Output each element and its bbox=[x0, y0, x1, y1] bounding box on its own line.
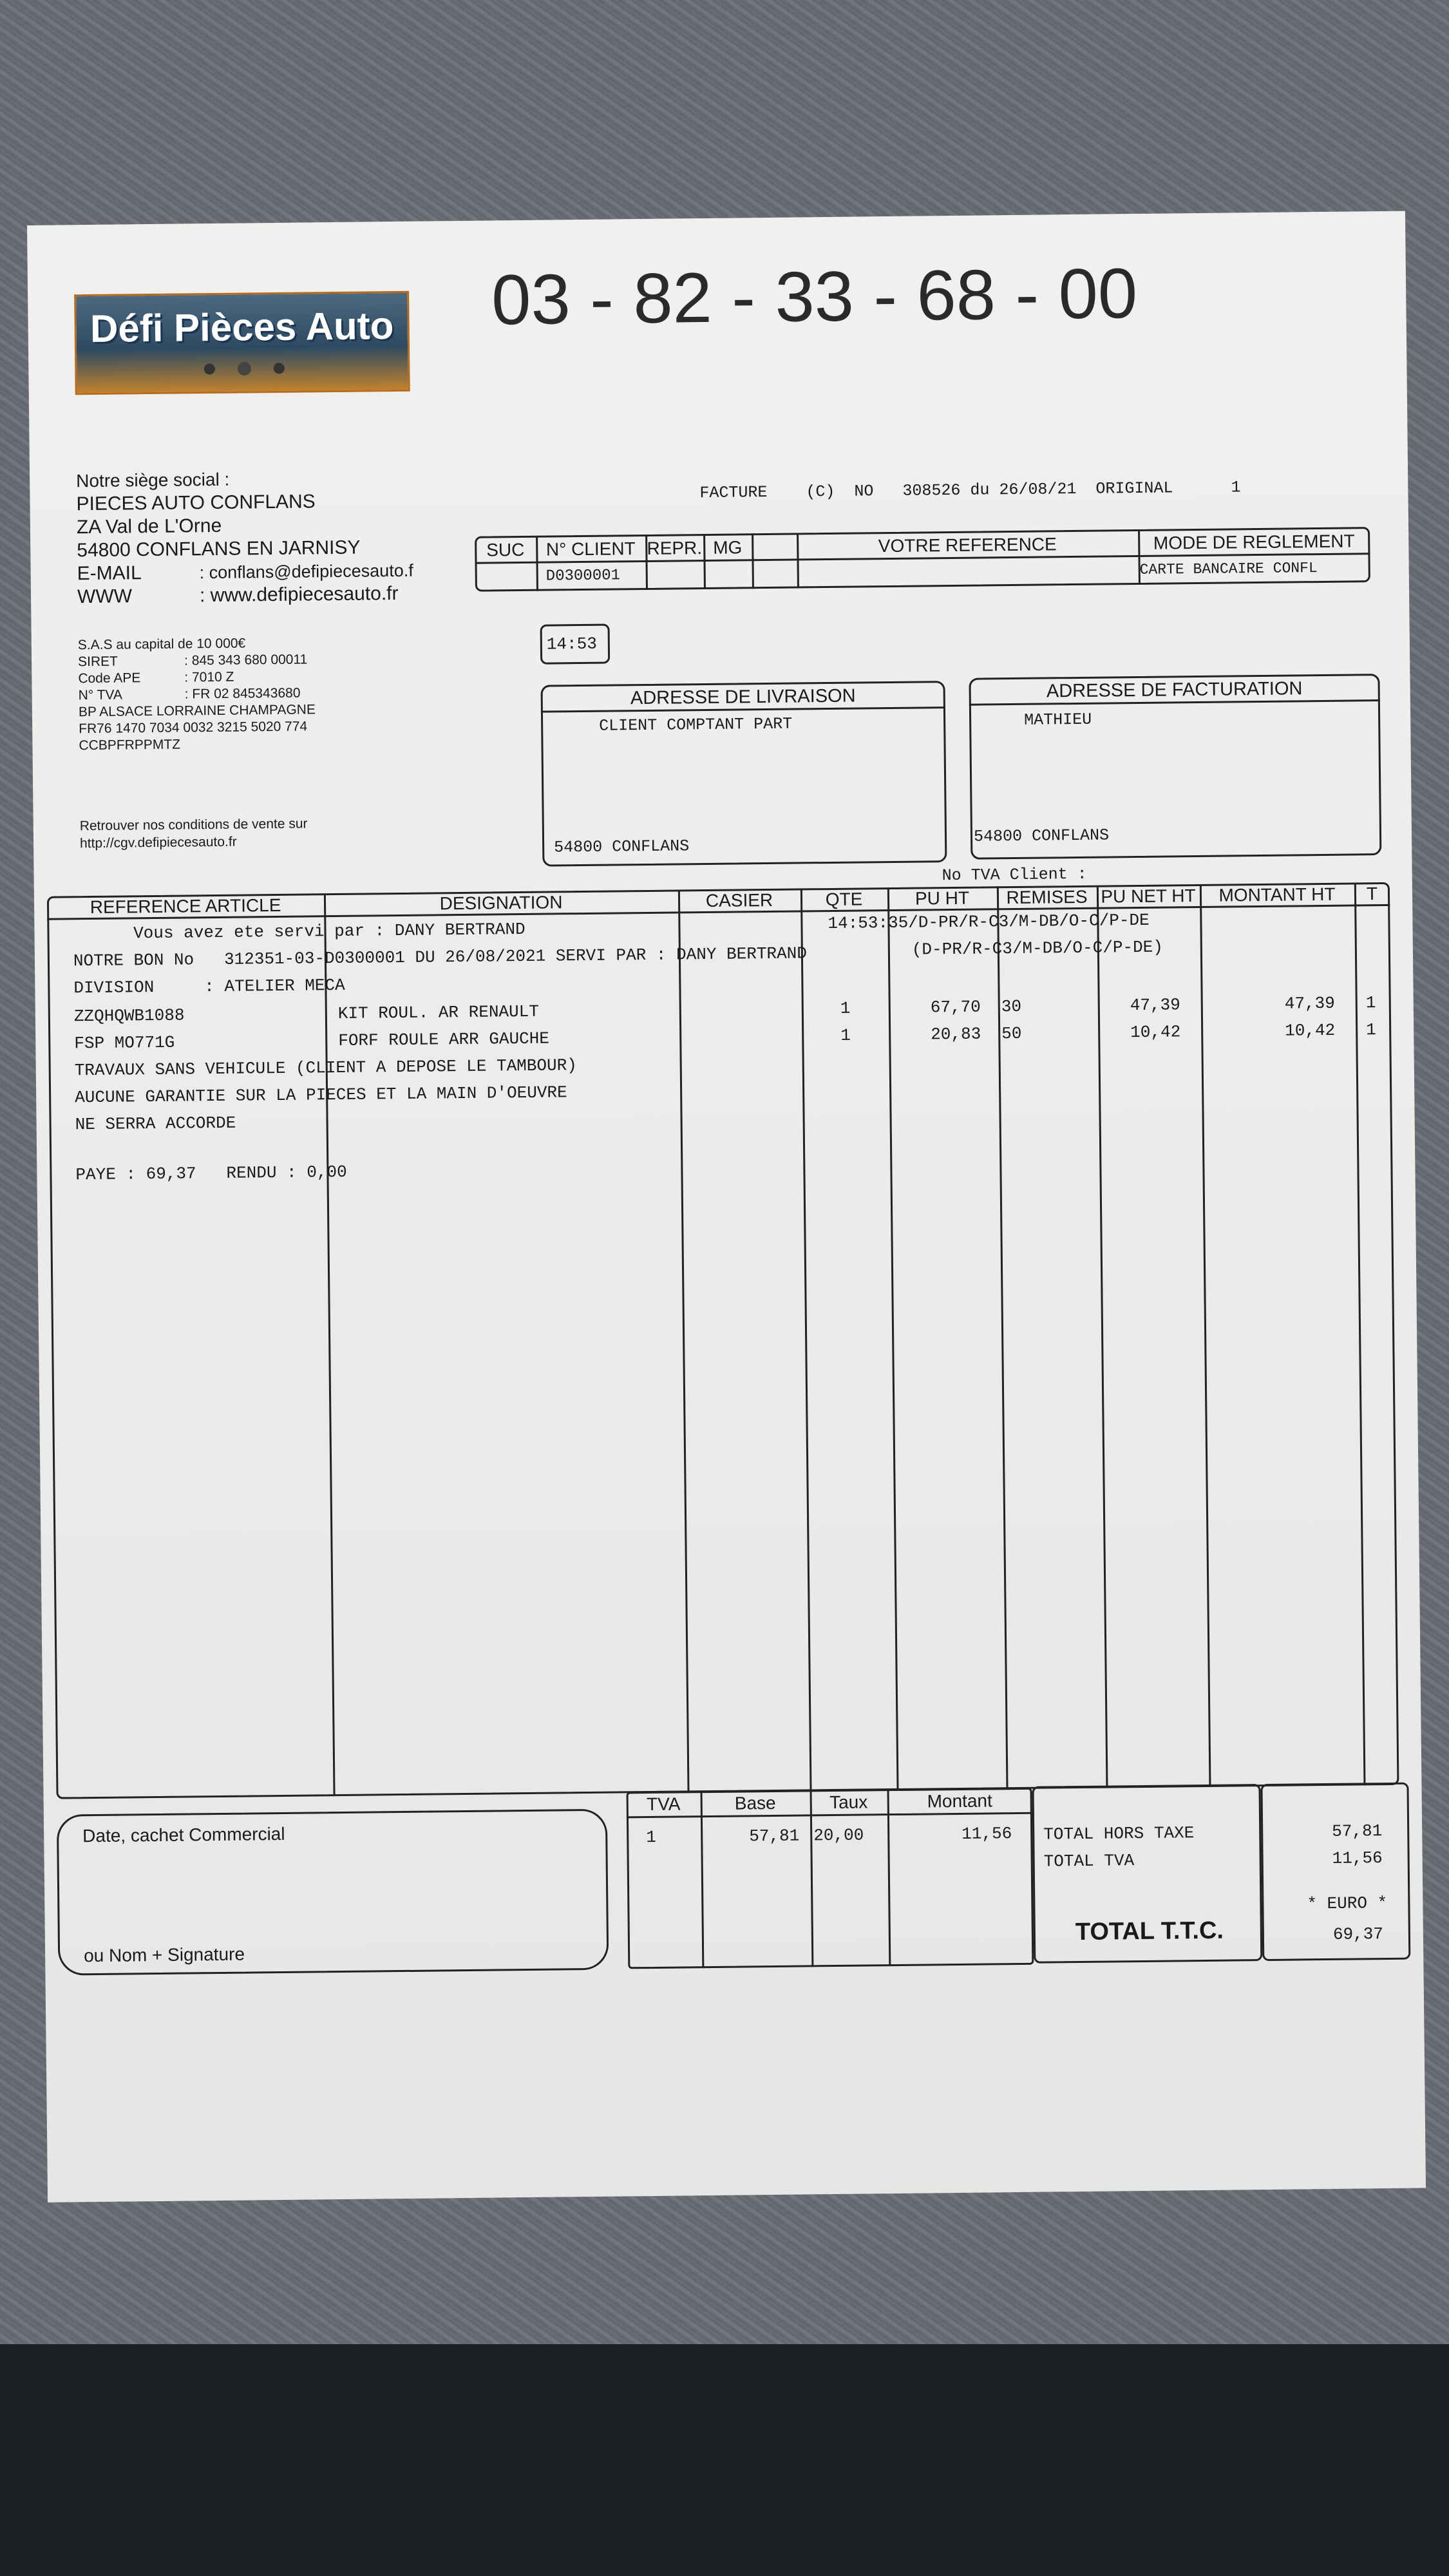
item-net: 47,39 bbox=[1130, 995, 1180, 1016]
ape-label: Code APE bbox=[78, 670, 141, 687]
currency-label: * EURO * bbox=[1307, 1893, 1388, 1914]
note-line-1: TRAVAUX SANS VEHICULE (CLIENT A DEPOSE LE TAMBOUR) bbox=[74, 1056, 578, 1081]
phone-number: 03 - 82 - 33 - 68 - 00 bbox=[491, 253, 1138, 340]
item-ref: FSP MO771G bbox=[74, 1032, 175, 1054]
item-remise: 50 bbox=[1001, 1023, 1022, 1044]
billing-city: 54800 CONFLANS bbox=[973, 826, 1110, 846]
ape-value: : 7010 Z bbox=[184, 669, 234, 685]
items-table bbox=[47, 882, 1399, 1799]
item-pu: 67,70 bbox=[930, 997, 981, 1018]
note-line-2: AUCUNE GARANTIE SUR LA PIECES ET LA MAIN D'OEUVRE bbox=[75, 1083, 567, 1108]
flag-line-2: (D-PR/R-C3/M-DB/O-C/P-DE) bbox=[911, 937, 1164, 960]
vat-header-taux: Taux bbox=[829, 1792, 868, 1813]
legal-block bbox=[78, 634, 316, 754]
total-tva-label: TOTAL TVA bbox=[1043, 1851, 1135, 1871]
iban: FR76 1470 7034 0032 3215 5020 774 bbox=[79, 719, 308, 737]
header-payment-mode: MODE DE REGLEMENT bbox=[1153, 531, 1355, 553]
vat-code: 1 bbox=[646, 1827, 657, 1848]
item-designation: FORF ROULE ARR GAUCHE bbox=[338, 1028, 550, 1051]
header-suc: SUC bbox=[486, 539, 525, 560]
email-label: E-MAIL bbox=[77, 562, 142, 585]
billing-name: MATHIEU bbox=[1023, 710, 1092, 730]
logo-parts-icon bbox=[186, 359, 302, 379]
vat-header-base: Base bbox=[734, 1792, 776, 1814]
order-line: NOTRE BON No 312351-03-D0300001 DU 26/08/2021 SERVI PAR : DANY BERTRAND bbox=[73, 943, 808, 971]
vat-amount: 11,56 bbox=[961, 1824, 1012, 1844]
siret-value: : 845 343 680 00011 bbox=[184, 652, 308, 668]
total-tva-value: 11,56 bbox=[1332, 1848, 1383, 1868]
header-pu-ht: PU HT bbox=[914, 887, 970, 909]
header-remises: REMISES bbox=[1006, 886, 1088, 908]
total-ttc-label: TOTAL T.T.C. bbox=[1075, 1917, 1224, 1946]
conditions-line-2: http://cgv.defipiecesauto.fr bbox=[79, 834, 237, 851]
note-line-3: NE SERRA ACCORDE bbox=[75, 1113, 236, 1135]
tva-value: : FR 02 845343680 bbox=[184, 685, 301, 702]
logo-text: Défi Pièces Auto bbox=[90, 304, 394, 350]
header-montant-ht: MONTANT HT bbox=[1218, 884, 1336, 905]
served-by-line: Vous avez ete servi par : DANY BERTRAND bbox=[73, 919, 526, 944]
email-value: : conflans@defipiecesauto.f bbox=[199, 560, 413, 583]
delivery-title: ADRESSE DE LIVRAISON bbox=[630, 685, 856, 709]
company-city: 54800 CONFLANS EN JARNISY bbox=[77, 536, 361, 562]
header-repr: REPR. bbox=[647, 538, 703, 558]
item-qte: 1 bbox=[840, 1025, 851, 1045]
item-montant: 10,42 bbox=[1285, 1020, 1336, 1041]
company-label: Notre siège social : bbox=[75, 469, 230, 491]
item-designation: KIT ROUL. AR RENAULT bbox=[337, 1001, 540, 1024]
time-value: 14:53 bbox=[546, 634, 598, 654]
header-client-no: N° CLIENT bbox=[545, 538, 636, 560]
company-block bbox=[76, 466, 413, 609]
company-logo bbox=[74, 291, 410, 395]
header-mg: MG bbox=[713, 537, 743, 558]
capital: S.A.S au capital de 10 000€ bbox=[77, 636, 246, 653]
item-pu: 20,83 bbox=[931, 1024, 981, 1045]
delivery-name: CLIENT COMPTANT PART bbox=[599, 714, 793, 735]
www-value: : www.defipiecesauto.fr bbox=[199, 582, 399, 607]
delivery-city: 54800 CONFLANS bbox=[554, 837, 690, 857]
total-ht-value: 57,81 bbox=[1332, 1821, 1383, 1841]
header-t: T bbox=[1366, 884, 1378, 904]
header-pu-net-ht: PU NET HT bbox=[1101, 886, 1196, 907]
item-t: 1 bbox=[1366, 1020, 1376, 1040]
division-line: DIVISION : ATELIER MECA bbox=[73, 975, 345, 998]
vat-rate: 20,00 bbox=[813, 1825, 864, 1846]
item-t: 1 bbox=[1365, 993, 1376, 1013]
tva-label: N° TVA bbox=[78, 687, 123, 703]
total-ht-label: TOTAL HORS TAXE bbox=[1043, 1823, 1195, 1844]
bic: CCBPFRPPMTZ bbox=[79, 737, 181, 753]
item-qte: 1 bbox=[840, 998, 851, 1018]
invoice-paper bbox=[27, 211, 1426, 2202]
vat-header-montant: Montant bbox=[927, 1790, 992, 1812]
signature-top-label: Date, cachet Commercial bbox=[82, 1823, 285, 1846]
item-montant: 47,39 bbox=[1284, 993, 1335, 1014]
bank-name: BP ALSACE LORRAINE CHAMPAGNE bbox=[78, 702, 316, 720]
floor-shadow bbox=[0, 2344, 1449, 2576]
conditions-block bbox=[80, 815, 308, 852]
billing-title: ADRESSE DE FACTURATION bbox=[1046, 678, 1303, 702]
flag-line-1: 14:53:35/D-PR/R-C3/M-DB/O-C/P-DE bbox=[828, 910, 1150, 934]
conditions-line-1: Retrouver nos conditions de vente sur bbox=[79, 816, 308, 834]
item-net: 10,42 bbox=[1130, 1022, 1181, 1043]
tva-client: No TVA Client : bbox=[942, 864, 1087, 886]
company-street: ZA Val de L'Orne bbox=[76, 515, 222, 538]
paid-line: PAYE : 69,37 RENDU : 0,00 bbox=[75, 1162, 347, 1185]
signature-bottom-label: ou Nom + Signature bbox=[83, 1944, 245, 1966]
header-qte: QTE bbox=[825, 889, 863, 910]
header-your-reference: VOTRE REFERENCE bbox=[878, 534, 1057, 556]
client-number: D0300001 bbox=[545, 567, 621, 585]
header-casier: CASIER bbox=[705, 889, 773, 911]
payment-mode: CARTE BANCAIRE CONFL bbox=[1139, 560, 1318, 578]
vat-base: 57,81 bbox=[749, 1826, 800, 1846]
company-name: PIECES AUTO CONFLANS bbox=[76, 491, 316, 515]
siret-label: SIRET bbox=[77, 654, 118, 670]
vat-header-tva: TVA bbox=[646, 1794, 681, 1815]
header-reference: REFERENCE ARTICLE bbox=[90, 895, 281, 918]
item-ref: ZZQHQWB1088 bbox=[73, 1005, 185, 1027]
invoice-number-line: FACTURE (C) NO 308526 du 26/08/21 ORIGINAL 1 bbox=[699, 478, 1241, 503]
www-label: WWW bbox=[77, 585, 133, 608]
item-remise: 30 bbox=[1001, 996, 1022, 1017]
total-ttc-value: 69,37 bbox=[1332, 1924, 1384, 1944]
header-designation: DESIGNATION bbox=[439, 892, 563, 914]
